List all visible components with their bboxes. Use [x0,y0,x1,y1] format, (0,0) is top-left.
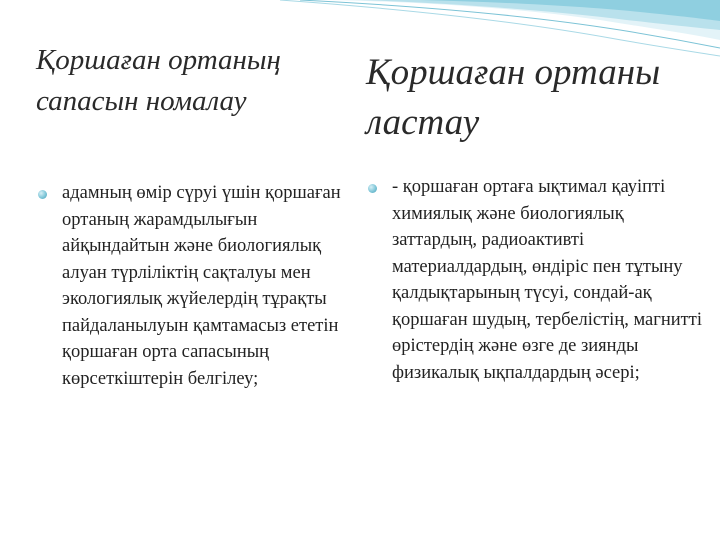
left-heading: Қоршаған ортаның сапасын номалау [36,44,281,117]
right-body-text: - қоршаған ортаға ықтимал қауіпті химиялық және биологиялық заттардың, радиоактивті материалдардың, өндіріс пен тұтыну қалдықтарының түсуі, сондай-ақ қоршаған шудың, тербелістің, магнитті өрістердің және өзге де зиянды физикалық ықпалдардың әсері; [392,177,702,383]
bullet-icon [368,184,377,193]
right-heading: Қоршаған ортаны ластау [366,52,661,143]
bullet-icon [38,190,47,199]
left-body-text: адамның өмір сүруі үшін қоршаған ортаның жарамдылығын айқындайтын және биологиялық алуан түрліліктің сақталуы мен экологиялық жүйелердің тұрақты пайдаланылуын қамтамасыз ететін қоршаған орта сапасының көрсеткіштерін белгілеу; [62,183,341,389]
